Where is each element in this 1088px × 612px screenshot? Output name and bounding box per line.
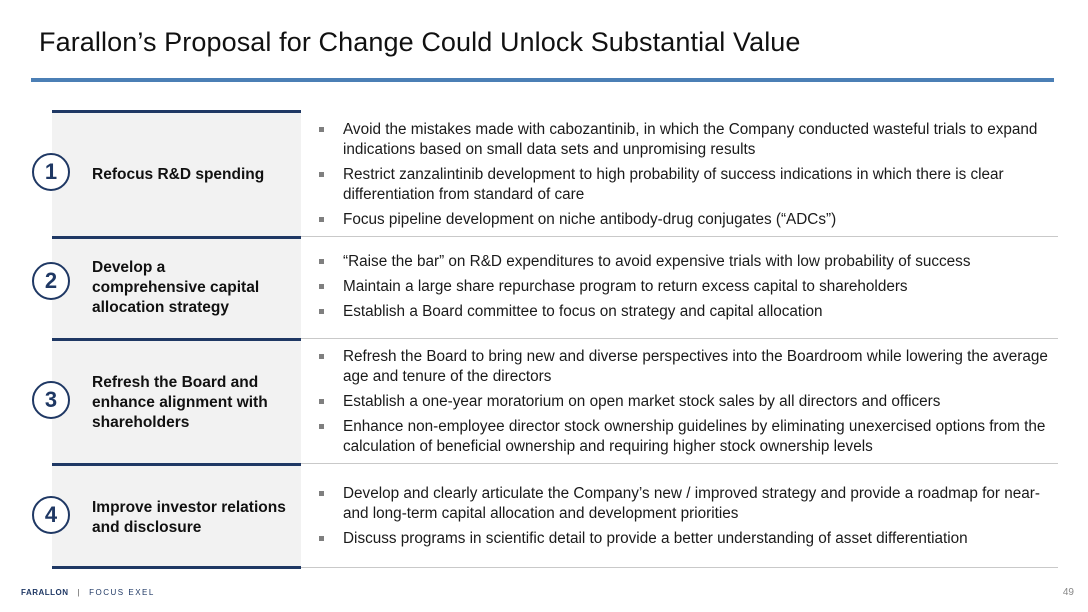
- row-label: Refresh the Board and enhance alignment with shareholders: [92, 374, 268, 431]
- bullet-item: Establish a one-year moratorium on open market stock sales by all directors and officers: [317, 392, 1054, 412]
- page-number: 49: [1062, 587, 1074, 598]
- bullet-item: Develop and clearly articulate the Company’s new / improved strategy and provide a roadmap for near- and long-term capital allocation and development priorities: [317, 484, 1054, 524]
- bullet-list: [317, 252, 1054, 327]
- proposal-row-2: [44, 236, 1058, 338]
- title-divider: [31, 78, 1054, 82]
- bullet-item: Restrict zanzalintinib development to high probability of success indications in which there is clear differentiation from standard of care: [317, 165, 1054, 205]
- bullet-list: [317, 120, 1054, 235]
- focus-exel-logo: FOCUS EXEL: [89, 588, 155, 597]
- row-label: Develop a comprehensive capital allocation strategy: [92, 259, 260, 316]
- farallon-logo: FARALLON: [21, 588, 69, 597]
- bullet-item: Establish a Board committee to focus on strategy and capital allocation: [317, 302, 1054, 322]
- number-badge: 2: [32, 262, 70, 300]
- footer-logos: [21, 588, 155, 597]
- bullet-item: Refresh the Board to bring new and diverse perspectives into the Boardroom while lowering the average age and tenure of the directors: [317, 347, 1054, 387]
- row-separator: [301, 463, 1058, 464]
- bullet-item: Enhance non-employee director stock ownership guidelines by eliminating unexercised options from the calculation of beneficial ownership and requiring higher stock ownership levels: [317, 417, 1054, 457]
- page-title: Farallon’s Proposal for Change Could Unlock Substantial Value: [39, 27, 801, 57]
- number-badge: 4: [32, 496, 70, 534]
- table-bottom-line: [301, 567, 1058, 568]
- row-separator: [301, 236, 1058, 237]
- bullet-item: Maintain a large share repurchase program to return excess capital to shareholders: [317, 277, 1054, 297]
- row-separator: [301, 338, 1058, 339]
- row-label: Refocus R&D spending: [92, 166, 265, 183]
- bullet-item: Focus pipeline development on niche antibody-drug conjugates (“ADCs”): [317, 210, 1054, 230]
- bullet-list: [317, 484, 1054, 554]
- number-badge: 3: [32, 381, 70, 419]
- footer-divider: |: [77, 588, 81, 597]
- proposal-row-4: [44, 463, 1058, 566]
- number-badge: 1: [32, 153, 70, 191]
- proposal-row-1: [44, 110, 1058, 236]
- table-bottom-rule: [52, 566, 301, 569]
- row-label: Improve investor relations and disclosure: [92, 499, 286, 536]
- bullet-item: Discuss programs in scientific detail to provide a better understanding of asset differentiation: [317, 529, 1054, 549]
- bullet-item: Avoid the mistakes made with cabozantinib, in which the Company conducted wasteful trials to expand indications based on small data sets and unpromising results: [317, 120, 1054, 160]
- bullet-list: [317, 347, 1054, 462]
- bullet-item: “Raise the bar” on R&D expenditures to avoid expensive trials with low probability of success: [317, 252, 1054, 272]
- proposal-row-3: [44, 338, 1058, 463]
